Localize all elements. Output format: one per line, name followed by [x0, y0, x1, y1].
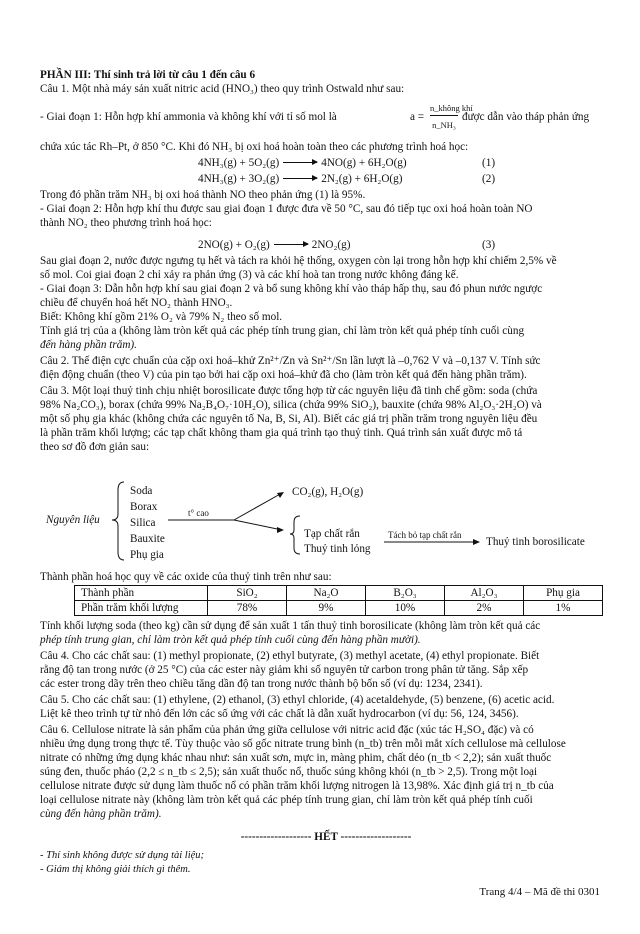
- q6-line-1: Câu 6. Cellulose nitrate là sản phẩm của phản ứng giữa cellulose với nitric acid đặc (xúc tác H₂SO₄ đặc) và có: [40, 724, 534, 736]
- equation-1-number: (1): [482, 157, 496, 169]
- separation-step: Tách bỏ tạp chất rắn: [388, 530, 462, 540]
- diagram-input-label: Nguyên liệu: [46, 514, 100, 526]
- q3-line-7: phép tính trung gian, chỉ làm tròn kết quả phép tính cuối cùng đến hàng phần mười).: [40, 634, 421, 646]
- table-cell: 9%: [287, 601, 366, 616]
- equation-3-left: 2NO(g) + O₂(g): [198, 239, 270, 251]
- q3-line-5: theo sơ đồ đơn giản sau:: [40, 441, 150, 453]
- q6-line-7: cùng đến hàng phần trăm).: [40, 808, 162, 820]
- table-header-cell: Phụ gia: [524, 586, 603, 601]
- gas-branch-line: [234, 493, 282, 520]
- q1-line-3: chứa xúc tác Rh–Pt, ở 850 °C. Khi đó NH₃ bị oxi hoá hoàn toàn theo các phương trình hoá học:: [40, 141, 469, 153]
- q1-line-8: số mol. Coi giai đoạn 2 chỉ xảy ra phản ứng (3) và các khí hoà tan trong nước không đáng kể.: [40, 269, 459, 281]
- q1-line-12: Tính giá trị của a (không làm tròn kết quả các phép tính trung gian, chỉ làm tròn kết quả phép tính cuối cùng: [40, 325, 525, 337]
- q1-line-6: thành NO₂ theo phương trình hoá học:: [40, 217, 212, 229]
- q1-ratio-denominator: n_NH₃: [432, 120, 456, 130]
- table-header-cell: Thành phần: [75, 586, 208, 601]
- q3-line-2: 98% Na₂CO₃), borax (chứa 99% Na₂B₄O₇·10H₂O), silica (chứa 99% SiO₂), bauxite (chứa 98% Al₂O₃·2H₂O) và: [40, 399, 542, 411]
- q1-line-1: Câu 1. Một nhà máy sản xuất nitric acid (HNO₃) theo quy trình Ostwald như sau:: [40, 83, 405, 95]
- q6-line-4: súng đen, thuốc pháo (2,2 ≤ n_tb ≤ 2,5); sản xuất thuốc nổ, thuốc súng không khói (n_tb > 2,5). Trong một loại: [40, 766, 538, 778]
- q1-ratio-numerator: n_không khí: [430, 101, 458, 116]
- q1-line-5: - Giai đoạn 2: Hỗn hợp khí thu được sau giai đoạn 1 được đưa về 50 °C, sau đó tiếp tục oxi hoá hoàn toàn NO: [40, 203, 533, 215]
- solid-impurity: Tạp chất rắn: [304, 528, 360, 540]
- footer-note-1: - Thí sinh không được sử dụng tài liệu;: [40, 850, 205, 861]
- equation-2-left: 4NH₃(g) + 3O₂(g): [198, 173, 280, 185]
- table-header-row: [75, 586, 603, 601]
- solid-branch-line: [234, 520, 282, 530]
- q6-line-5: cellulose nitrate được sử dụng làm thuốc nổ có phần trăm khối lượng nitrogen là 13,98%. Xác định giá trị n_tb của: [40, 780, 554, 792]
- q1-line-13: đến hàng phần trăm).: [40, 339, 137, 351]
- gas-product: CO₂(g), H₂O(g): [292, 486, 364, 498]
- oxide-composition-table: [74, 585, 603, 616]
- q1-line-7: Sau giai đoạn 2, nước được ngưng tụ hết và tách ra khỏi hệ thống, oxygen còn lại trong hỗn hợp khí chiếm 2,5% về: [40, 255, 557, 267]
- q1-line-11: Biết: Không khí gồm 21% O₂ và 79% N₂ theo số mol.: [40, 311, 283, 323]
- heating-condition: t° cao: [188, 508, 209, 518]
- table-row: [75, 601, 603, 616]
- q6-line-2: nhiều ứng dụng trong thực tế. Tùy thuộc vào số gốc nitrate trung bình (n_tb) trên mỗi mắt xích cellulose mà cellulose: [40, 738, 566, 750]
- input-bauxite: Bauxite: [130, 533, 165, 545]
- input-brace: [112, 482, 124, 560]
- q5-line-1: Câu 5. Cho các chất sau: (1) ethylene, (2) ethanol, (3) ethyl chloride, (4) acetaldehyde, (5) benzene, (6) acetic acid.: [40, 694, 555, 706]
- table-cell: 1%: [524, 601, 603, 616]
- q3-line-1: Câu 3. Một loại thuỷ tinh chịu nhiệt borosilicate được tổng hợp từ các nguyên liệu đã tinh chế gồm: soda (chứa: [40, 385, 538, 397]
- equation-1-left: 4NH₃(g) + 5O₂(g): [198, 157, 280, 169]
- separation-arrow-icon: [473, 539, 480, 545]
- q1-line-9: - Giai đoạn 3: Dẫn hỗn hợp khí sau giai đoạn 2 và bổ sung không khí vào tháp hấp thụ, sau đó phun nước ngược: [40, 283, 543, 295]
- input-silica: Silica: [130, 517, 156, 529]
- q2-line-2: điện động chuẩn (theo V) của pin tạo bởi hai cặp oxi hoá–khử đã cho (làm tròn kết quả đến hàng phần trăm).: [40, 369, 527, 381]
- q3-line-4: là phần trăm khối lượng; các tạp chất không tham gia quá trình tạo thuỷ tinh. Quá trình sản xuất được mô tả: [40, 427, 523, 439]
- q2-line-1: Câu 2. Thế điện cực chuẩn của cặp oxi hoá–khử Zn²⁺/Zn và Sn²⁺/Sn lần lượt là –0,762 V và –0,137 V. Tính sức: [40, 355, 541, 367]
- input-additive: Phụ gia: [130, 549, 164, 561]
- table-header-cell: Al₂O₃: [445, 586, 524, 601]
- q1-line-4: Trong đó phần trăm NH₃ bị oxi hoá thành NO theo phản ứng (1) là 95%.: [40, 189, 366, 201]
- q4-line-2: rằng độ tan trong nước (ở 25 °C) của các ester này giảm khi số nguyên tử carbon trong phân tử tăng. Sắp xếp: [40, 664, 529, 676]
- equation-2-right: 2N₂(g) + 6H₂O(g): [321, 173, 403, 185]
- final-product: Thuỷ tinh borosilicate: [486, 536, 585, 548]
- equation-1-right: 4NO(g) + 6H₂O(g): [321, 157, 407, 169]
- footer-note-2: - Giám thị không giải thích gì thêm.: [40, 864, 191, 875]
- solid-arrow-icon: [277, 527, 284, 533]
- table-header-cell: B₂O₃: [366, 586, 445, 601]
- liquid-glass: Thuỷ tinh lỏng: [304, 543, 371, 555]
- q6-line-3: nitrate có những ứng dụng khác nhau như: sản xuất sơn, mực in, màng phim, chất dẻo (n_tb < 2,2); sản xuất thuốc: [40, 752, 552, 764]
- q1-line-2a: - Giai đoạn 1: Hỗn hợp khí ammonia và không khí với tỉ số mol là: [40, 111, 337, 123]
- table-caption: Thành phần hoá học quy về các oxide của thuỷ tinh trên như sau:: [40, 571, 332, 583]
- q6-line-6: loại cellulose nitrate này (không làm tròn kết quả các phép tính trung gian, chỉ làm tròn kết quả phép tính cuối: [40, 794, 533, 806]
- table-header-cell: SiO₂: [208, 586, 287, 601]
- table-cell: 78%: [208, 601, 287, 616]
- q1-ratio-lhs: a =: [410, 111, 425, 123]
- table-cell: 10%: [366, 601, 445, 616]
- q3-line-3: một số phụ gia khác (không chứa các nguyên tố Na, B, Si, Al). Biết các giá trị phần trăm trong nguyên liệu đều: [40, 413, 538, 425]
- q1-line-10: chiều để chuyển hoá hết NO₂ thành HNO₃.: [40, 297, 233, 309]
- equation-3-number: (3): [482, 239, 496, 251]
- input-borax: Borax: [130, 501, 158, 513]
- q4-line-1: Câu 4. Cho các chất sau: (1) methyl propionate, (2) ethyl butyrate, (3) methyl acetate, (4) ethyl propionate. Biết: [40, 650, 540, 662]
- table-cell: 2%: [445, 601, 524, 616]
- q4-line-3: các ester trong dãy trên theo chiều tăng dần độ tan trong nước thành bộ bốn số (ví dụ: 1234, 2341).: [40, 678, 483, 690]
- input-soda: Soda: [130, 485, 153, 497]
- equation-3-right: 2NO₂(g): [311, 239, 351, 251]
- table-cell: Phần trăm khối lượng: [75, 601, 208, 616]
- section-title: PHẦN III: Thí sinh trả lời từ câu 1 đến câu 6: [40, 69, 256, 81]
- equation-2-number: (2): [482, 173, 496, 185]
- product-brace: [290, 516, 300, 554]
- table-header-cell: Na₂O: [287, 586, 366, 601]
- q1-line-2b: được dẫn vào tháp phản ứng: [462, 111, 590, 123]
- page-number: Trang 4/4 – Mã đề thi 0301: [479, 886, 600, 898]
- q3-line-6: Tính khối lượng soda (theo kg) cần sử dụng để sản xuất 1 tấn thuỷ tinh borosilicate (không làm tròn kết quả các: [40, 620, 541, 632]
- end-mark: ------------------- HẾT -------------------: [240, 831, 412, 843]
- q5-line-2: Liệt kê theo trình tự từ nhỏ đến lớn các số ứng với các chất là dẫn xuất hydrocarbon (ví dụ: 56, 124, 3456).: [40, 708, 519, 720]
